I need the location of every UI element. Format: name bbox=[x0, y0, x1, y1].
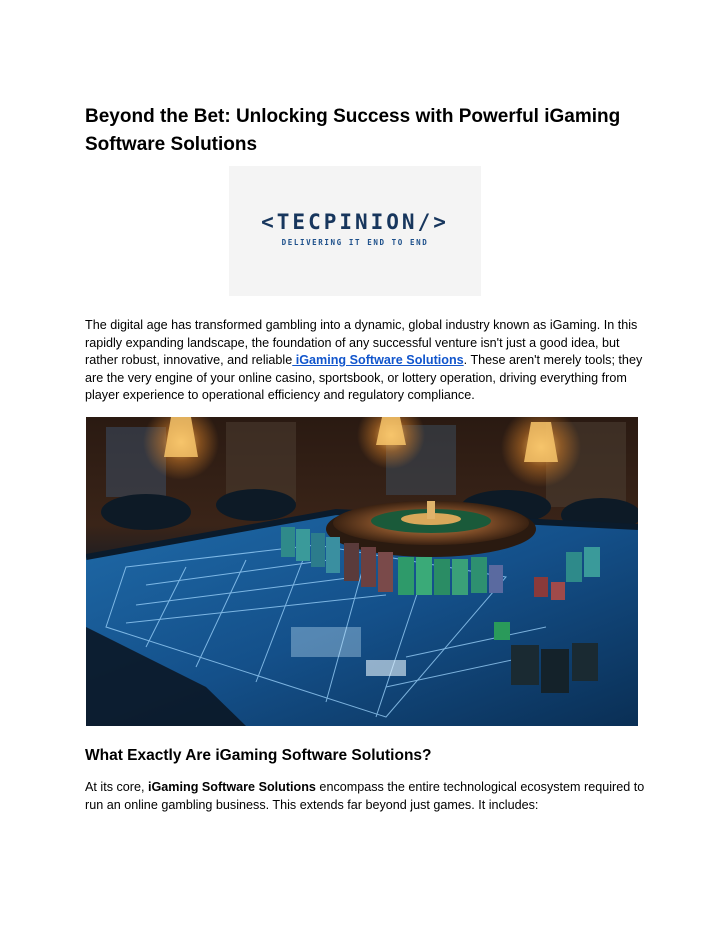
section-lead: At its core, bbox=[85, 780, 148, 794]
page-title: Beyond the Bet: Unlocking Success with Powerful iGaming Software Solutions bbox=[85, 106, 621, 155]
logo-wordmark: <TECPINION/> bbox=[261, 210, 449, 234]
section-heading: What Exactly Are iGaming Software Solutions? bbox=[85, 747, 432, 764]
intro-text-after: . These aren't merely tools; they are the very engine of your online casino, sportsbook, or lottery operation, driving everything from player experience to operational efficiency and regulatory compliance. bbox=[85, 353, 643, 403]
igaming-solutions-link[interactable]: iGaming Software Solutions bbox=[292, 353, 464, 368]
logo-tagline: DELIVERING IT END TO END bbox=[281, 238, 429, 247]
intro-text-before: The digital age has transformed gambling into a dynamic, global industry known as iGaming. In this rapidly expanding landscape, the foundation of any successful venture isn't just a good idea, but rather robust, innovative, and reliable bbox=[85, 318, 638, 368]
section-bold-term: iGaming Software Solutions bbox=[148, 780, 316, 794]
intro-paragraph bbox=[85, 317, 645, 405]
section-rest: encompass the entire technological ecosystem required to run an online gambling business. This extends far beyond just games. It includes: bbox=[85, 780, 645, 812]
casino-roulette-photo bbox=[86, 417, 638, 726]
tecpinion-logo bbox=[229, 166, 481, 296]
section-paragraph bbox=[85, 779, 645, 814]
